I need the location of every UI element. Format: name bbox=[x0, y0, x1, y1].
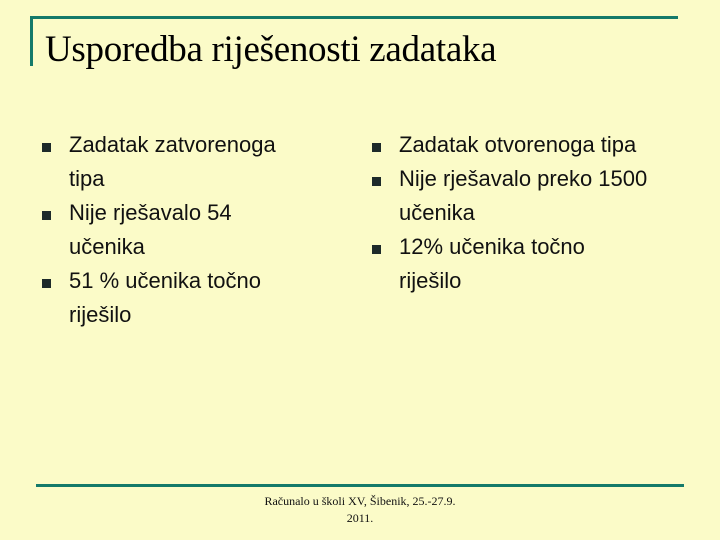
footer-line-event: Računalo u školi XV, Šibenik, 25.-27.9. bbox=[264, 494, 456, 508]
list-item-text: 12% učenika točno riješilo bbox=[399, 234, 585, 293]
square-bullet-icon bbox=[42, 279, 51, 288]
list-item-text: Nije rješavalo preko 1500 učenika bbox=[399, 166, 648, 225]
square-bullet-icon bbox=[372, 245, 381, 254]
list-item-text: Zadatak otvorenoga tipa bbox=[399, 132, 637, 157]
square-bullet-icon bbox=[372, 177, 381, 186]
list-item bbox=[372, 128, 652, 162]
list-item bbox=[372, 230, 652, 298]
list-item bbox=[42, 128, 312, 196]
list-item bbox=[372, 162, 652, 230]
bottom-divider bbox=[36, 484, 684, 487]
list-item-text: Zadatak zatvorenoga tipa bbox=[69, 132, 276, 191]
square-bullet-icon bbox=[372, 143, 381, 152]
list-item bbox=[42, 264, 312, 332]
left-column bbox=[42, 128, 312, 332]
top-divider bbox=[30, 16, 678, 19]
right-column bbox=[372, 128, 652, 298]
slide-title: Usporedba riješenosti zadataka bbox=[45, 29, 497, 70]
list-item-text: 51 % učenika točno riješilo bbox=[69, 268, 262, 327]
square-bullet-icon bbox=[42, 143, 51, 152]
footer-line-year: 2011. bbox=[346, 511, 374, 525]
list-item bbox=[42, 196, 312, 264]
slide-footer bbox=[250, 493, 470, 527]
list-item-text: Nije rješavalo 54 učenika bbox=[69, 200, 232, 259]
title-side-divider bbox=[30, 16, 33, 66]
square-bullet-icon bbox=[42, 211, 51, 220]
